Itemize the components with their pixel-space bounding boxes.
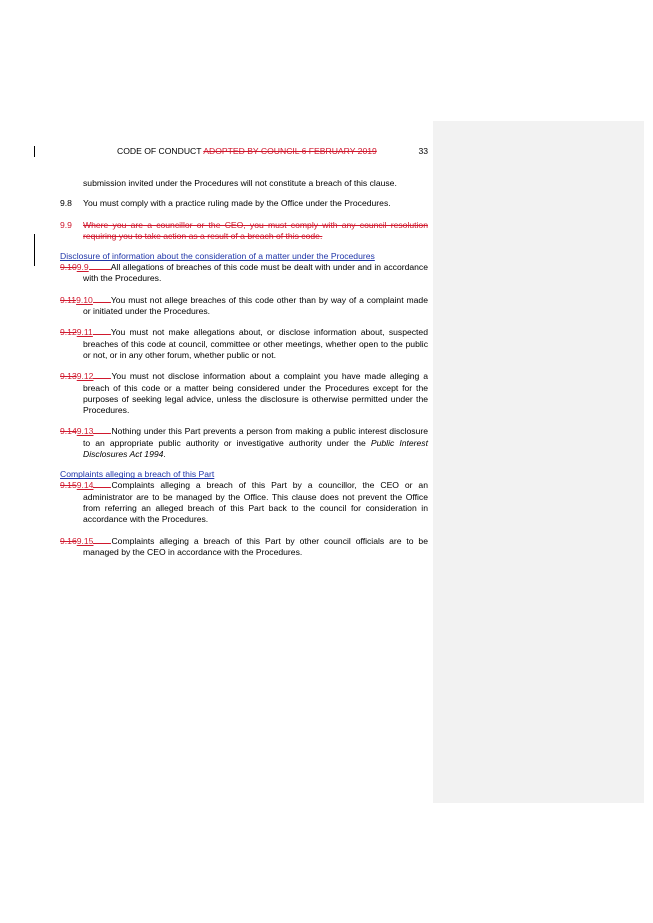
new-number: 9.11	[76, 327, 93, 338]
paragraph-9-11	[60, 327, 428, 361]
change-bar-9-9	[34, 234, 35, 266]
paragraph-text: You must comply with a practice ruling made by the Office under the Procedures.	[83, 198, 391, 209]
act-title: Public Interest Disclosures Act 1994	[83, 437, 428, 460]
paragraph-end: .	[163, 449, 166, 460]
old-number: 9.10	[60, 262, 77, 273]
header-title-deleted: ADOPTED BY COUNCIL 6 FEBRUARY 2019	[203, 146, 377, 156]
new-number: 9.9	[76, 262, 89, 273]
paragraph-text: Complaints alleging a breach of this Part by a councillor, the CEO or an administrator are to be managed by the Office. This clause does not prevent the Office from referring an alleged breach of this Part back to the council for consideration in accordance with the Procedures.	[83, 480, 428, 525]
old-number: 9.11	[60, 294, 77, 305]
page-number: 33	[418, 146, 428, 156]
paragraph-text: You must not disclose information about a complaint you have made alleging a breach of this code or a matter being considered under the Procedures except for the purposes of seeking legal advice, unless the disclosure is otherwise permitted under the Procedures.	[83, 371, 428, 416]
paragraph-text: You must not make allegations about, or disclose information about, suspected breaches of this code at council, committee or other meetings, whether open to the public or not, or in any other forum, whether public or not.	[83, 327, 428, 360]
new-number: 9.13	[76, 426, 94, 437]
old-number: 9.15	[60, 480, 77, 491]
comment-pane	[433, 121, 644, 803]
paragraph-number: 9.9	[60, 219, 72, 230]
paragraph-9-13	[60, 426, 428, 460]
paragraph-continuation	[60, 178, 428, 189]
paragraph-text: Nothing under this Part prevents a person from making a public interest disclosure to an appropriate public authority or investigative authority under the	[83, 426, 428, 448]
paragraph-number: 9.8	[60, 198, 72, 209]
paragraph-9-8	[60, 198, 428, 209]
tab-marker	[93, 295, 111, 303]
tab-marker	[93, 426, 111, 434]
section-heading-complaints: Complaints alleging a breach of this Part	[60, 469, 215, 480]
tab-marker	[93, 536, 111, 544]
paragraph-text: You must not allege breaches of this code other than by way of a complaint made or initiated under the Procedures.	[83, 294, 428, 317]
new-number: 9.10	[76, 294, 93, 305]
paragraph-9-15	[60, 536, 428, 559]
paragraph-text: Complaints alleging a breach of this Part by other council officials are to be managed by the CEO in accordance with the Procedures.	[83, 535, 428, 557]
old-number: 9.16	[60, 535, 77, 546]
document-body	[60, 178, 428, 568]
tab-marker	[89, 262, 111, 270]
new-number: 9.12	[76, 371, 94, 382]
tab-marker	[93, 327, 111, 335]
tab-marker	[93, 371, 111, 379]
paragraph-9-9	[60, 262, 428, 285]
new-number: 9.15	[76, 535, 94, 546]
section-heading-disclosure: Disclosure of information about the consideration of a matter under the Procedures	[60, 251, 375, 262]
old-number: 9.12	[60, 327, 77, 338]
new-number: 9.14	[76, 480, 94, 491]
paragraph-9-9-deleted	[60, 220, 428, 243]
paragraph-9-14	[60, 480, 428, 525]
old-number: 9.14	[60, 426, 77, 437]
change-bar-header	[34, 146, 35, 157]
paragraph-text: Where you are a councillor or the CEO, you must comply with any council resolution requiring you to take action as a result of a breach of this code.	[83, 219, 428, 241]
paragraph-9-12	[60, 371, 428, 416]
paragraph-text: submission invited under the Procedures will not constitute a breach of this clause.	[83, 178, 397, 188]
paragraph-text: All allegations of breaches of this code must be dealt with under and in accordance with the Procedures.	[83, 262, 428, 284]
header-title	[117, 146, 377, 157]
header-title-text: CODE OF CONDUCT	[117, 146, 204, 156]
tab-marker	[93, 480, 111, 488]
paragraph-9-10	[60, 295, 428, 318]
old-number: 9.13	[60, 371, 77, 382]
